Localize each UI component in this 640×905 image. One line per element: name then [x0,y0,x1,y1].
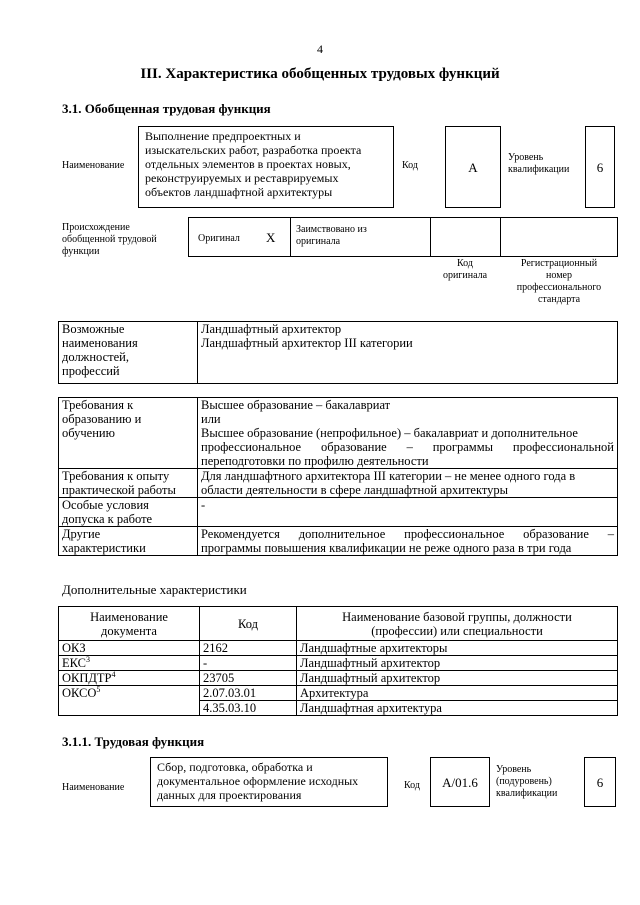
tf-level-line: квалификации [496,788,558,799]
table-row [59,469,618,498]
tf-name-line: данных для проектирования [157,788,302,802]
table-row [59,322,618,384]
origin-borrowed-line: оригинала [296,236,341,247]
row-name: Архитектура [297,686,618,701]
footnote-sup: 5 [96,684,101,694]
table-row [59,671,618,686]
origin-reg-caption [500,258,618,306]
origin-label [62,222,157,258]
requirements-table [58,397,618,556]
header-name [297,607,618,641]
row-name: Ландшафтный архитектор [297,671,618,686]
req-label-line: характеристики [62,541,146,555]
gtf-level-label [508,152,569,176]
req-value-line: Рекомендуется дополнительное профессиональное образование – [201,527,614,541]
positions-value [198,322,618,384]
req-value-line: переподготовки по профилю деятельности [201,454,429,468]
header-line: Код [238,616,258,631]
req-experience-value [198,469,618,498]
header-line: документа [101,623,157,638]
gtf-name-box [138,126,394,208]
origin-reg-caption-line: стандарта [537,294,581,305]
req-value-line: Высшее образование – бакалавриат [201,398,391,412]
row-code: 2.07.03.01 [200,686,297,701]
origin-label-line: Происхождение [62,222,130,233]
row-code: 4.35.03.10 [200,701,297,716]
origin-code-caption [430,258,500,282]
tf-code-value: A/01.6 [430,757,490,807]
gtf-name-line: реконструируемых и реставрируемых [145,171,339,185]
origin-reg-caption-line: Регистрационный [520,258,598,269]
row-name: Ландшафтные архитекторы [297,641,618,656]
row-doc: ЕКС$^3$ [59,656,200,671]
tf-name-label: Наименование [62,782,125,793]
origin-table [188,217,618,257]
gtf-code-label: Код [402,160,418,171]
header-line: Наименование базовой группы, должности [342,609,572,624]
positions-label-line: наименования [62,336,138,350]
header-line: Наименование [90,609,168,624]
req-label-line: Требования к опыту [62,469,170,483]
row-name: Ландшафтный архитектор [297,656,618,671]
gtf-level-line: квалификации [508,164,570,175]
tf-name-line: Сбор, подготовка, обработка и [157,760,313,774]
req-value-line: профессиональное образование – программы профессиональной [201,440,614,454]
tf-heading: 3.1.1. Трудовая функция [62,734,205,749]
req-label-line: образованию и [62,412,142,426]
table-row [59,641,618,656]
tf-level-line: (подуровень) [496,776,552,787]
tf-name-line: документальное оформление исходных [157,774,359,788]
req-label-line: допуска к работе [62,512,153,526]
req-experience-label [59,469,198,498]
req-value-line: Для ландшафтного архитектора III категории – не менее одного года в [201,469,576,483]
req-label-line: обучению [62,426,115,440]
gtf-level-value: 6 [585,126,615,208]
gtf-name-line: объектов ландшафтной архитектуры [145,185,333,199]
req-value-line: области деятельности в сфере ландшафтной архитектуры [201,483,509,497]
header-doc [59,607,200,641]
origin-original-mark: X [266,230,276,245]
origin-code-caption-line: оригинала [442,270,488,281]
table-row [59,656,618,671]
row-code: - [200,656,297,671]
req-label-line: Особые условия [62,498,149,512]
row-doc: ОКПДТР$^4$ [59,671,200,686]
additional-table [58,606,618,716]
gtf-name-line: изыскательских работ, разработка проекта [145,143,362,157]
positions-table [58,321,618,384]
req-label-line: Другие [62,527,101,541]
origin-borrowed-label [296,224,367,248]
page-number: 4 [317,42,323,56]
row-code: 23705 [200,671,297,686]
positions-label-line: должностей, [62,350,129,364]
header-code [200,607,297,641]
req-other-label [59,527,198,556]
req-label-line: Требования к [62,398,134,412]
tf-code-label: Код [404,780,420,791]
additional-title: Дополнительные характеристики [62,582,247,597]
positions-value-line: Ландшафтный архитектор III категории [201,336,413,350]
header-line: (профессии) или специальности [371,623,543,638]
req-education-value [198,398,618,469]
gtf-level-line: Уровень [508,152,544,163]
table-row [59,527,618,556]
row-doc: ОКЗ [59,641,200,656]
table-row [59,398,618,469]
section-title: III. Характеристика обобщенных трудовых функций [140,66,500,82]
positions-label-line: Возможные [62,322,125,336]
req-value-line: - [201,498,206,512]
req-value-line: программы повышения квалификации не реже одного раза в три года [201,541,572,555]
tf-level-label [496,764,557,800]
gtf-name-line: Выполнение предпроектных и [145,129,301,143]
footnote-sup: 3 [86,654,90,664]
origin-code-caption-line: Код [457,258,473,269]
tf-name-box [150,757,388,807]
table-row [59,607,618,641]
origin-original-label: Оригинал [198,233,240,244]
positions-label-line: профессий [62,364,120,378]
row-name: Ландшафтная архитектура [297,701,618,716]
table-row [59,498,618,527]
origin-borrowed-line: Заимствовано из [296,224,367,235]
origin-label-line: обобщенной трудовой [62,234,157,245]
tf-level-line: Уровень [496,764,532,775]
req-value-line: или [201,412,221,426]
gtf-code-value: A [445,126,501,208]
positions-label [59,322,198,384]
row-doc: ОКСО$^5$ [59,686,200,716]
tf-level-value: 6 [584,757,616,807]
origin-label-line: функции [62,246,100,257]
origin-reg-caption-line: номер [546,270,572,281]
req-label-line: практической работы [62,483,176,497]
row-code: 2162 [200,641,297,656]
gtf-heading: 3.1. Обобщенная трудовая функция [62,101,271,116]
gtf-name-label: Наименование [62,160,125,171]
table-row [59,686,618,701]
positions-value-line: Ландшафтный архитектор [201,322,342,336]
req-education-label [59,398,198,469]
footnote-sup: 4 [111,669,116,679]
req-special-label [59,498,198,527]
gtf-name-line: отдельных элементов в проектах новых, [145,157,351,171]
req-special-value [198,498,618,527]
origin-reg-caption-line: профессионального [516,282,602,293]
req-other-value [198,527,618,556]
req-value-line: Высшее образование (непрофильное) – бакалавриат и дополнительное [201,426,578,440]
